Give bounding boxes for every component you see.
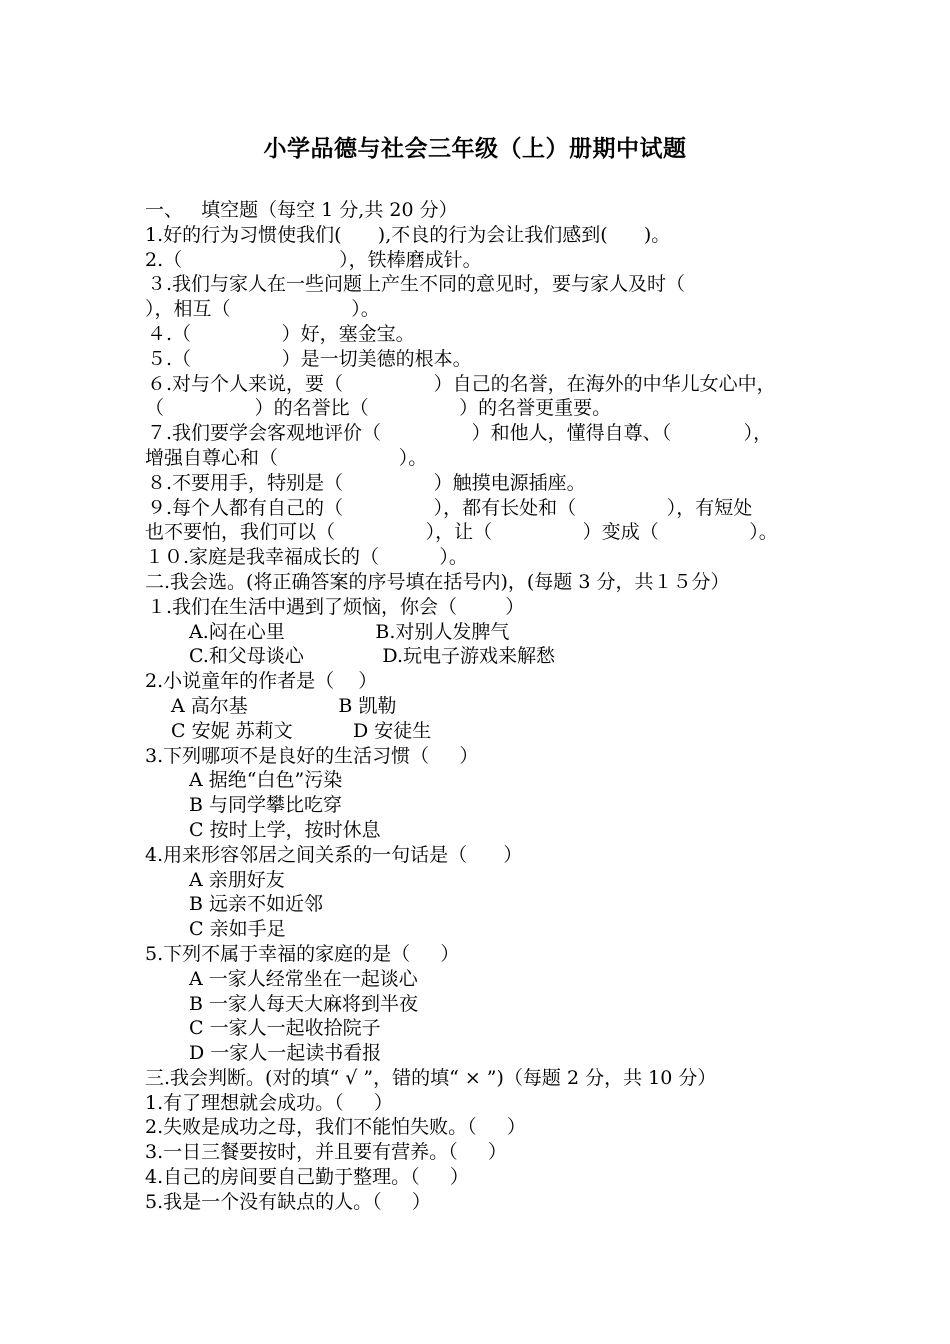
exam-line: D 一家人一起读书看报 — [189, 1042, 382, 1065]
exam-line: C 亲如手足 — [189, 918, 286, 941]
exam-line: 一、 填空题（每空 1 分,共 20 分） — [145, 199, 458, 221]
exam-line: 2.（ ），铁棒磨成针。 — [145, 248, 482, 271]
exam-line: 5.我是一个没有缺点的人。（ ） — [145, 1190, 431, 1213]
exam-line: ５.（ ）是一切美德的根本。 — [147, 347, 472, 370]
exam-line: 5.下列不属于幸福的家庭的是（ ） — [145, 942, 460, 965]
exam-line: A 一家人经常坐在一起谈心 — [189, 967, 418, 990]
exam-line: 二.我会选。(将正确答案的序号填在括号内)，(每题 3 分，共１５分） — [145, 570, 730, 593]
exam-line: ），相互（ ）。 — [145, 298, 380, 321]
exam-line: 2.小说童年的作者是（ ） — [145, 670, 378, 693]
exam-line: C 一家人一起收拾院子 — [189, 1017, 381, 1040]
exam-line: A.闷在心里 B.对别人发脾气 — [189, 620, 510, 643]
exam-line: 4.自己的房间要自己勤于整理。（ ） — [145, 1166, 469, 1189]
exam-line: C 安妮 苏莉文 D 安徒生 — [171, 719, 432, 742]
exam-line: （ ）的名誉比（ ）的名誉更重要。 — [145, 397, 612, 420]
exam-line: ３.我们与家人在一些问题上产生不同的意见时，要与家人及时（ — [147, 273, 686, 296]
exam-line: ４.（ ）好，塞金宝。 — [147, 322, 415, 345]
exam-line: B 与同学攀比吃穿 — [189, 794, 343, 817]
exam-line: ６.对与个人来说，要（ ）自己的名誉，在海外的中华儿女心中， — [147, 372, 776, 395]
exam-line: １０.家庭是我幸福成长的（ ）。 — [145, 546, 468, 569]
exam-line: A 据绝“白色”污染 — [189, 769, 343, 792]
exam-body — [145, 198, 825, 1215]
exam-line: 也不要怕，我们可以（ ），让（ ）变成（ ）。 — [145, 521, 778, 544]
exam-line: ７.我们要学会客观地评价（ ）和他人，懂得自尊、（ ）， — [147, 422, 773, 445]
exam-line: B 一家人每天大麻将到半夜 — [189, 992, 419, 1015]
exam-line: 增强自尊心和（ ）。 — [145, 446, 428, 469]
exam-line: 1.好的行为习惯使我们( ),不良的行为会让我们感到( )。 — [145, 223, 671, 246]
exam-line: C 按时上学，按时休息 — [189, 818, 381, 841]
exam-line: C.和父母谈心 D.玩电子游戏来解愁 — [189, 645, 556, 668]
exam-line: 三.我会判断。(对的填“ √ ”，错的填“ × ”)（每题 2 分，共 10 分） — [145, 1066, 717, 1089]
exam-line: 3.下列哪项不是良好的生活习惯（ ） — [145, 744, 479, 767]
exam-line: A 高尔基 B 凯勒 — [171, 694, 397, 717]
exam-line: B 远亲不如近邻 — [189, 893, 324, 916]
exam-line: ８.不要用手，特别是（ ）触摸电源插座。 — [147, 471, 586, 494]
exam-line: 2.失败是成功之母，我们不能怕失败。（ ） — [145, 1116, 526, 1139]
exam-line: 4.用来形容邻居之间关系的一句话是（ ） — [145, 843, 523, 866]
exam-line: A 亲朋好友 — [189, 868, 285, 891]
exam-line: １.我们在生活中遇到了烦恼，你会（ ） — [147, 595, 525, 618]
exam-line: 1.有了理想就会成功。（ ） — [145, 1091, 393, 1114]
exam-title: 小学品德与社会三年级（上）册期中试题 — [263, 136, 687, 162]
exam-line: 3.一日三餐要按时，并且要有营养。（ ） — [145, 1141, 507, 1164]
exam-line: ９.每个人都有自己的（ ），都有长处和（ ），有短处 — [147, 496, 753, 519]
